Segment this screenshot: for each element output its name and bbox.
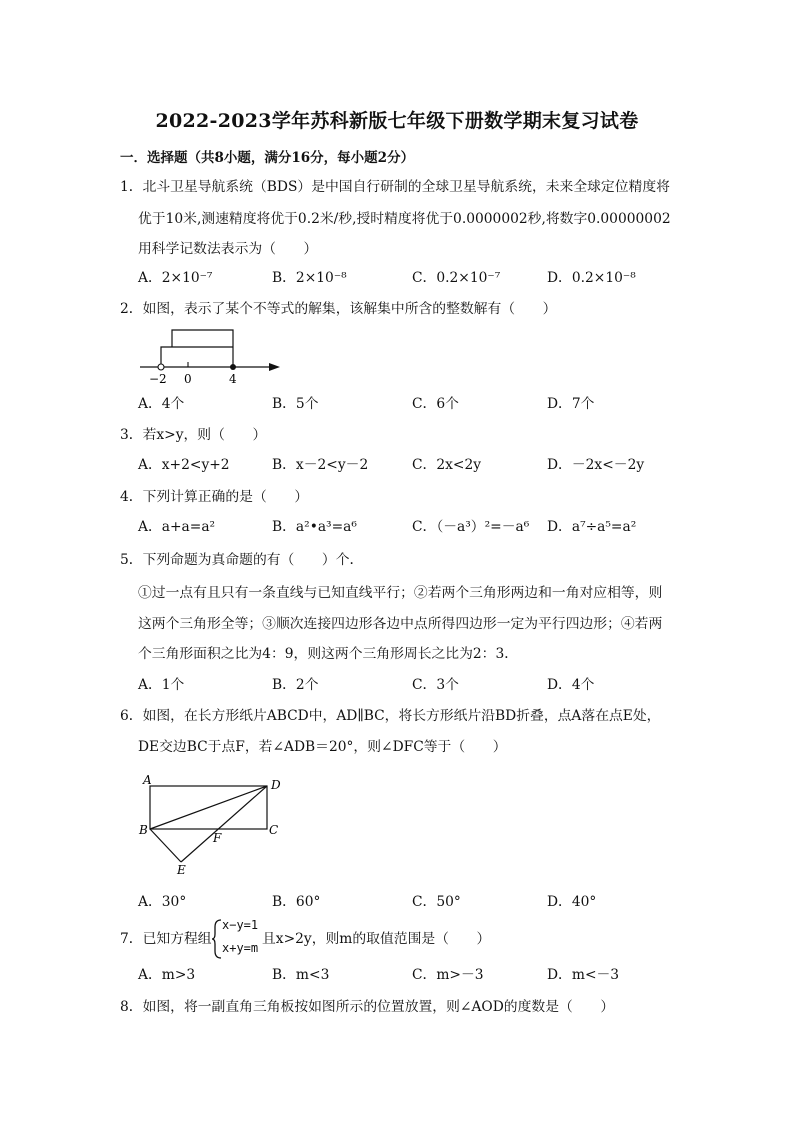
label-a: A [143, 773, 152, 787]
q1-option-c: C．0.2×10⁻⁷ [412, 270, 501, 286]
q5-option-a: A．1个 [138, 677, 185, 693]
q4-option-c: C．（－a³）²=－a⁶ [412, 519, 530, 535]
q3-option-c: C．2x<2y [412, 457, 482, 473]
q3-text: 3．若x>y，则（ ） [120, 427, 267, 443]
q3-option-b: B．x－2<y－2 [272, 457, 369, 473]
q5-line-3: 这两个三角形全等；③顺次连接四边形各边中点所得四边形一定为平行四边形；④若两 [138, 616, 663, 632]
q1-option-d: D．0.2×10⁻⁸ [547, 270, 636, 286]
q2-option-b: B．5个 [272, 396, 319, 412]
q2-option-d: D．7个 [547, 396, 595, 412]
q5-option-d: D．4个 [547, 677, 595, 693]
label-minus-2: −2 [149, 372, 167, 386]
segment-be [150, 829, 181, 862]
label-d: D [271, 778, 281, 792]
q5-option-b: B．2个 [272, 677, 319, 693]
q6-option-c: C．50° [412, 894, 461, 910]
q7-option-a: A．m>3 [138, 967, 196, 983]
q5-option-c: C．3个 [412, 677, 459, 693]
section-heading: 一．选择题（共8小题，满分16分，每小题2分） [120, 150, 415, 166]
q1-option-b: B．2×10⁻⁸ [272, 270, 347, 286]
q5-line-1: 5．下列命题为真命题的有（ ）个． [120, 552, 364, 568]
q5-line-2: ①过一点有且只有一条直线与已知直线平行；②若两个三角形两边和一角对应相等，则 [138, 585, 663, 601]
q4-option-a: A．a+a=a² [138, 519, 216, 535]
system-equation-1: x−y=1 [222, 918, 259, 932]
q6-option-b: B．60° [272, 894, 321, 910]
open-point [158, 364, 164, 370]
q1-option-a: A．2×10⁻⁷ [138, 270, 213, 286]
q2-option-c: C．6个 [412, 396, 459, 412]
label-e: E [177, 863, 186, 877]
diagonal-bd [150, 786, 267, 829]
segment-ed [181, 786, 267, 862]
number-line-figure [135, 322, 285, 388]
q4-text: 4．下列计算正确的是（ ） [120, 489, 309, 505]
q1-line-3: 用科学记数法表示为（ ） [138, 241, 318, 257]
label-0: 0 [184, 372, 192, 386]
q7-option-b: B．m<3 [272, 967, 330, 983]
q3-option-a: A．x+2<y+2 [138, 457, 230, 473]
q3-option-d: D．－2x<－2y [547, 457, 645, 473]
label-c: C [269, 823, 279, 837]
solution-bracket-right [172, 330, 233, 367]
label-b: B [139, 823, 148, 837]
q1-line-2: 优于10米,测速精度将优于0.2米/秒,授时精度将优于0.0000002秒,将数字0.00000002 [138, 211, 671, 227]
q6-line-1: 6．如图，在长方形纸片ABCD中，AD∥BC，将长方形纸片沿BD折叠，点A落在点E处， [120, 708, 661, 724]
rectangle-fold-figure [135, 770, 295, 878]
q2-option-a: A．4个 [138, 396, 185, 412]
q4-option-b: B．a²•a³=a⁶ [272, 519, 357, 535]
label-4: 4 [229, 372, 237, 386]
q4-option-d: D．a⁷÷a⁵=a² [547, 519, 637, 535]
label-f: F [213, 831, 222, 845]
system-equation-2: x+y=m [222, 941, 259, 955]
closed-point [230, 364, 236, 370]
q7-option-c: C．m>－3 [412, 967, 484, 983]
q6-option-a: A．30° [138, 894, 187, 910]
solution-bracket-left [161, 347, 233, 367]
q2-text: 2．如图，表示了某个不等式的解集，该解集中所含的整数解有（ ） [120, 301, 557, 317]
q7-suffix: 且x>2y，则m的取值范围是（ ） [262, 931, 491, 947]
q6-option-d: D．40° [547, 894, 597, 910]
number-line-arrow [269, 363, 280, 371]
q6-line-2: DE交边BC于点F，若∠ADB＝20°，则∠DFC等于（ ） [138, 739, 507, 755]
q1-line-1: 1．北斗卫星导航系统（BDS）是中国自行研制的全球卫星导航系统，未来全球定位精度将 [120, 179, 670, 195]
q5-line-4: 个三角形面积之比为4：9，则这两个三角形周长之比为2：3． [138, 646, 519, 662]
q7-option-d: D．m<－3 [547, 967, 620, 983]
q8-text: 8．如图，将一副直角三角板按如图所示的位置放置，则∠AOD的度数是（ ） [120, 999, 615, 1015]
q7-prefix: 7．已知方程组 [120, 931, 212, 947]
exam-title: 2022-2023学年苏科新版七年级下册数学期末复习试卷 [155, 110, 639, 132]
